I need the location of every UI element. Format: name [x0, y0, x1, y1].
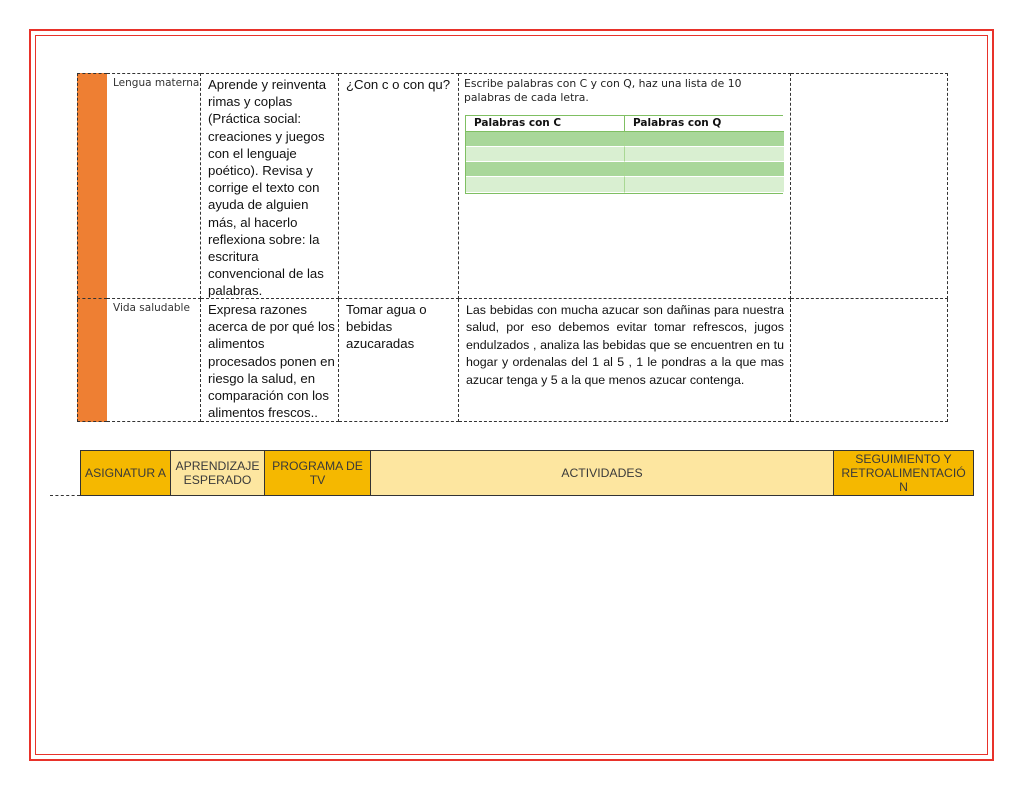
program-cell: ¿Con c o con qu? [339, 73, 459, 299]
header-programa: PROGRAMA DE TV [265, 450, 371, 496]
words-table-header-c: Palabras con C [466, 116, 625, 132]
words-table-cell [625, 177, 784, 193]
learning-cell: Expresa razones acerca de por qué los alimentos procesados ponen en riesgo la salud, en comparación con los alimentos frescos.. [201, 299, 339, 422]
words-table-cell [625, 147, 784, 162]
words-table-header-q: Palabras con Q [625, 116, 784, 132]
row-color-strip [77, 299, 107, 422]
activity-cell: Las bebidas con mucha azucar son dañinas para nuestra salud, por eso debemos evitar tomar refrescos, jugos endulzados , analiza las bebidas que se encuentren en tu hogar y ordenalas del 1 al 5 , 1 le pondras a la que mas azucar tenga y 5 a la que menos azucar contenga. [459, 299, 791, 422]
words-table-cell [466, 132, 625, 147]
activity-text: Escribe palabras con C y con Q, haz una lista de 10 palabras de cada letra. [464, 77, 742, 104]
header-seguimiento: SEGUIMIENTO Y RETROALIMENTACIÓ N [834, 450, 974, 496]
row-color-strip [77, 73, 107, 299]
subject-cell: Lengua materna [107, 73, 201, 299]
feedback-cell [791, 299, 948, 422]
header-left-rule [50, 495, 80, 496]
subject-cell: Vida saludable [107, 299, 201, 422]
header-actividades: ACTIVIDADES [371, 450, 834, 496]
header-aprendizaje: APRENDIZAJE ESPERADO [171, 450, 265, 496]
feedback-cell [791, 73, 948, 299]
learning-cell: Aprende y reinventa rimas y coplas (Práctica social: creaciones y juegos con el lenguaje poético). Revisa y corrige el texto con ayuda de alguien más, al hacerlo reflexiona sobre: la escritura convencional de las palabras. [201, 73, 339, 299]
header-asignatura: ASIGNATUR A [80, 450, 171, 496]
words-table-cell [466, 147, 625, 162]
words-table-cell [625, 132, 784, 147]
words-table-cell [466, 162, 625, 177]
words-table-cell [466, 177, 625, 193]
words-table [465, 115, 783, 194]
program-cell: Tomar agua o bebidas azucaradas [339, 299, 459, 422]
words-table-cell [625, 162, 784, 177]
table-header-bar [80, 450, 974, 496]
